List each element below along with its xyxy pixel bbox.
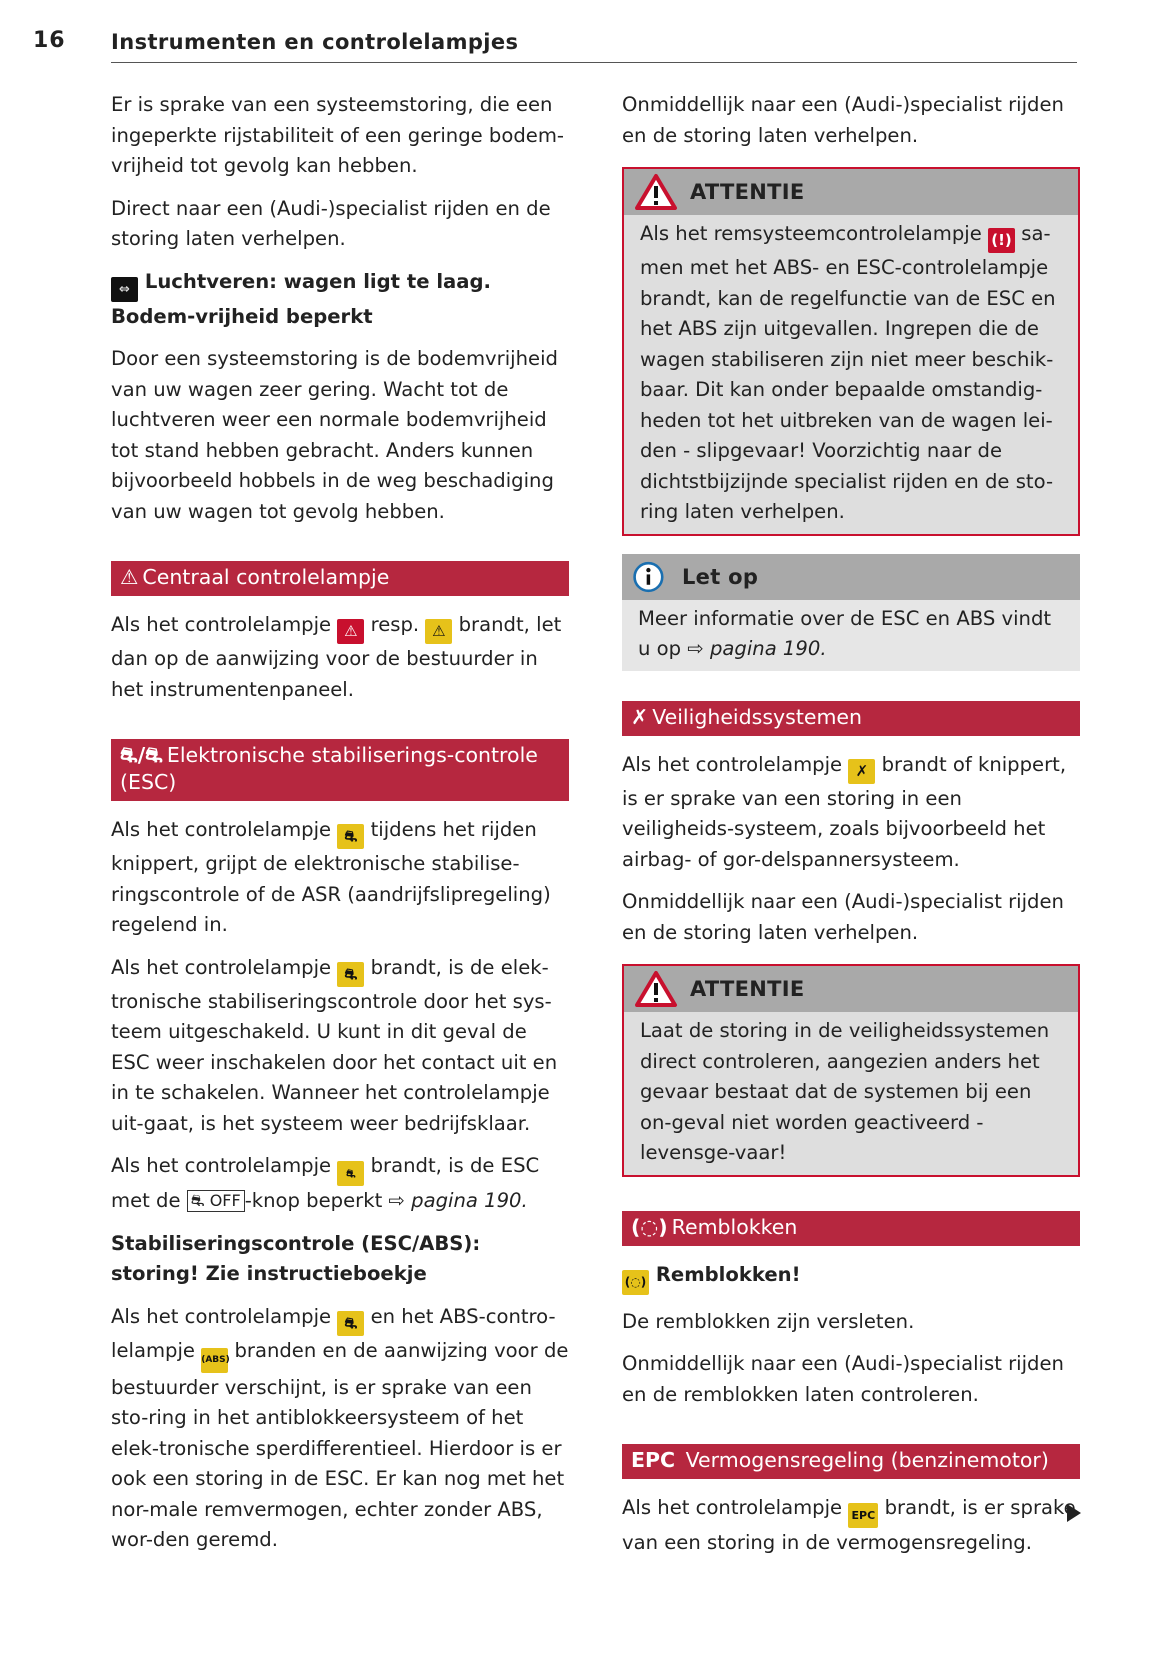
warning-box-header bbox=[624, 966, 1078, 1012]
page-reference-link[interactable]: ⇨ pagina 190. bbox=[388, 1189, 528, 1212]
epc-icon: EPC bbox=[848, 1503, 878, 1528]
esc-car-skid-icon: ⛐/⛐ bbox=[120, 743, 163, 767]
esc-car-skid-icon: ⛐ bbox=[337, 962, 364, 987]
header-divider bbox=[111, 62, 1077, 63]
warning-box-header bbox=[624, 169, 1078, 215]
warning-box-safety bbox=[622, 964, 1080, 1177]
section-title: Remblokken bbox=[671, 1214, 798, 1239]
epc-label: EPC bbox=[631, 1448, 676, 1472]
section-header-brake-pads bbox=[622, 1211, 1080, 1246]
section-title: Vermogensregeling (benzinemotor) bbox=[685, 1448, 1049, 1472]
paragraph bbox=[111, 953, 569, 1140]
note-box-header bbox=[622, 554, 1080, 600]
paragraph bbox=[622, 1493, 1080, 1559]
warning-triangle-icon bbox=[634, 173, 678, 211]
text: brandt, is er sprake van een storing in de vermogensregeling. bbox=[622, 1496, 1076, 1554]
warning-box-body: Laat de storing in de veiligheidssystemen direct controleren, aangezien anders het gevaar bestaat dat de systemen bij een on-geval niet worden geactiveerd - levensge-vaar! bbox=[624, 1012, 1078, 1175]
paragraph: Direct naar een (Audi-)specialist rijden en de storing laten verhelpen. bbox=[111, 196, 551, 250]
text: sa-men met het ABS- en ESC-controlelampje brandt, kan de regelfunctie van de ESC en het ABS zijn uitgevallen. Ingrepen die de wagen stabiliseren zijn niet meer beschik-baar. Dit kan onder bepaalde omstandig-heden tot het uitbreken van de wagen lei-den - slipgevaar! Voorzichtig naar de dichtstbijzijnde specialist rijden en de sto-ring laten verhelpen. bbox=[640, 222, 1056, 523]
stabilisation-heading: Stabiliseringscontrole (ESC/ABS): storing! Zie instructieboekje bbox=[111, 1231, 481, 1285]
warning-box-brake bbox=[622, 167, 1080, 536]
section-title: Centraal controlelampje bbox=[142, 565, 390, 589]
paragraph: Onmiddellijk naar een (Audi-)specialist rijden en de remblokken laten controleren. bbox=[622, 1352, 1064, 1406]
text: brandt, is de ESC met de bbox=[111, 1154, 540, 1212]
text: brandt of knippert, is er sprake van een storing in een veiligheids-systeem, zoals bijvoorbeeld het airbag- of gor-delspannersysteem. bbox=[622, 752, 1067, 871]
brake-system-icon: (!) bbox=[988, 228, 1015, 253]
esc-off-icon: ⛐ bbox=[337, 1161, 364, 1186]
luchtveren-heading bbox=[111, 267, 569, 333]
esc-car-skid-icon: ⛐ bbox=[337, 824, 364, 849]
warning-title: ATTENTIE bbox=[690, 180, 805, 204]
brake-pad-icon: (◌) bbox=[622, 1270, 649, 1295]
text: Als het controlelampje bbox=[111, 1154, 332, 1177]
paragraph bbox=[622, 750, 1080, 876]
text: Als het controlelampje bbox=[111, 955, 332, 979]
warning-box-body bbox=[624, 215, 1078, 534]
warning-triangle-icon bbox=[634, 970, 678, 1008]
esc-car-skid-icon: ⛐ bbox=[337, 1311, 364, 1336]
text: Meer informatie over de ESC en ABS vindt u op bbox=[638, 606, 1052, 660]
info-icon bbox=[632, 558, 670, 596]
paragraph: De remblokken zijn versleten. bbox=[622, 1309, 915, 1333]
paragraph: Door een systeemstoring is de bodemvrijheid van uw wagen zeer gering. Wacht tot de luchtveren weer een normale bodemvrijheid tot stand hebben gebracht. Anders kunnen bijvoorbeeld hobbels in de weg beschadiging van uw wagen tot gevolg hebben. bbox=[111, 347, 558, 523]
continue-arrow-icon bbox=[1067, 1504, 1081, 1522]
air-suspension-icon: ⇔ bbox=[111, 277, 138, 302]
section-title: Veiligheidssystemen bbox=[652, 704, 863, 729]
text: tijdens het rijden knippert, grijpt de elektronische stabilise-ringscontrole of de ASR (aandrijfslipregeling) regelend in. bbox=[111, 818, 551, 936]
abs-icon: (ABS) bbox=[201, 1348, 228, 1373]
note-box bbox=[622, 554, 1080, 671]
note-box-body bbox=[622, 600, 1080, 671]
text: Als het controlelampje bbox=[111, 613, 332, 636]
esc-off-label: OFF bbox=[209, 1191, 241, 1210]
text: Als het controlelampje bbox=[622, 752, 843, 776]
heading-text: Remblokken! bbox=[655, 1262, 801, 1286]
brake-pads-heading bbox=[622, 1260, 1080, 1295]
text: Als het controlelampje bbox=[111, 1304, 332, 1328]
right-column bbox=[622, 90, 1080, 1571]
section-header-central-lamp bbox=[111, 561, 569, 596]
left-column bbox=[111, 90, 569, 1568]
section-header-safety bbox=[622, 701, 1080, 736]
text: branden en de aanwijzing voor de bestuurder verschijnt, is er sprake van een sto-ring in het antiblokkeersysteem of het elek-tronische sperdifferentieel. Hierdoor is er ook een storing in de ESC. Er kan nog met het nor-male remvermogen, echter zonder ABS, wor-den geremd. bbox=[111, 1338, 569, 1551]
text: Als het controlelampje bbox=[622, 1496, 843, 1519]
airbag-seatbelt-icon: ✗ bbox=[631, 704, 649, 729]
text: Als het controlelampje bbox=[111, 818, 332, 841]
page-number: 16 bbox=[33, 28, 66, 53]
text: brandt, is de elek-tronische stabiliseringscontrole door het sys-teem uitgeschakeld. U kunt in dit geval de ESC weer inschakelen door het contact uit en in te schakelen. Wanneer het controlelampje uit-gaat, is het systeem weer bedrijfsklaar. bbox=[111, 955, 558, 1135]
text: resp. bbox=[370, 613, 420, 636]
luchtveren-heading-text: Luchtveren: wagen ligt te laag. Bodem-vrijheid beperkt bbox=[111, 269, 491, 328]
paragraph bbox=[111, 1151, 569, 1217]
paragraph: Onmiddellijk naar een (Audi-)specialist rijden en de storing laten verhelpen. bbox=[622, 93, 1064, 147]
airbag-seatbelt-icon: ✗ bbox=[848, 759, 875, 784]
paragraph: Er is sprake van een systeemstoring, die een ingeperkte rijstabiliteit of een geringe bodem-vrijheid tot gevolg kan hebben. bbox=[111, 93, 564, 177]
section-title: Elektronische stabiliserings-controle (ESC) bbox=[120, 743, 538, 794]
text: Als het remsysteemcontrolelampje bbox=[640, 222, 982, 245]
paragraph bbox=[111, 815, 569, 941]
note-title: Let op bbox=[682, 564, 759, 589]
page-reference-link[interactable]: ⇨ pagina 190. bbox=[687, 637, 827, 660]
section-header-esc bbox=[111, 739, 569, 801]
page-header bbox=[0, 0, 1165, 70]
esc-off-button-symbol: ⛐ OFF bbox=[187, 1190, 245, 1212]
warning-triangle-yellow-icon: ⚠ bbox=[425, 619, 452, 644]
text: en het ABS-contro-lelampje bbox=[111, 1304, 556, 1362]
paragraph bbox=[111, 610, 569, 705]
warning-triangle-icon: ⚠ bbox=[120, 565, 139, 589]
paragraph bbox=[111, 1302, 569, 1556]
brake-pad-icon: (◌) bbox=[631, 1214, 668, 1239]
paragraph: Onmiddellijk naar een (Audi-)specialist rijden en de storing laten verhelpen. bbox=[622, 890, 1064, 944]
section-header-epc bbox=[622, 1444, 1080, 1479]
page-title: Instrumenten en controlelampjes bbox=[111, 30, 519, 54]
warning-triangle-red-icon: ⚠ bbox=[337, 619, 364, 644]
text: brandt, let dan op de aanwijzing voor de bestuurder in het instrumentenpaneel. bbox=[111, 613, 562, 701]
text: -knop beperkt bbox=[244, 1189, 383, 1212]
warning-title: ATTENTIE bbox=[690, 977, 805, 1001]
